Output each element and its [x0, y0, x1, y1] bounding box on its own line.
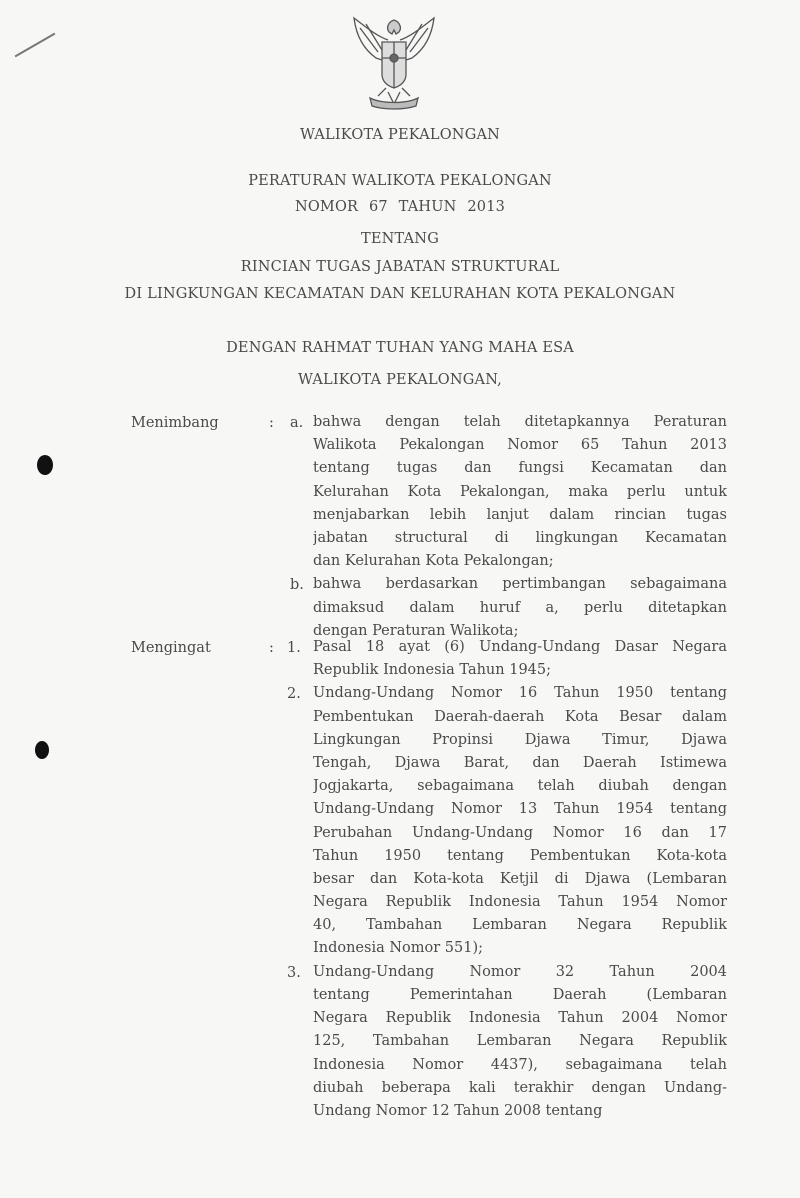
- menimbang-item: [313, 573, 727, 643]
- text-line: Republik Indonesia Tahun 1945;: [313, 662, 552, 679]
- text-line: bahwa berdasarkan pertimbangan sebagaimana: [313, 576, 727, 593]
- text-line: jabatan structural di lingkungan Kecamatan: [313, 529, 727, 546]
- subject-line-2: DI LINGKUNGAN KECAMATAN DAN KELURAHAN KOTA PEKALONGAN: [124, 286, 676, 302]
- text-line: Walikota Pekalongan Nomor 65 Tahun 2013: [313, 437, 727, 454]
- text-line: Pembentukan Daerah-daerah Kota Besar dalam: [313, 708, 727, 725]
- menimbang-colon: :: [269, 415, 274, 431]
- text-line: Lingkungan Propinsi Djawa Timur, Djawa: [313, 731, 727, 748]
- text-line: diubah beberapa kali terakhir dengan Undang-: [313, 1079, 727, 1096]
- text-line: Indonesia Nomor 4437), sebagaimana telah: [313, 1056, 727, 1073]
- text-line: Negara Republik Indonesia Tahun 2004 Nomor: [313, 1010, 727, 1027]
- menimbang-item-marker: a.: [290, 415, 304, 431]
- text-line: dimaksud dalam huruf a, perlu ditetapkan: [313, 599, 727, 616]
- mengingat-colon: :: [269, 640, 274, 656]
- regulation-number: NOMOR 67 TAHUN 2013: [294, 199, 506, 215]
- text-line: Negara Republik Indonesia Tahun 1954 Nomor: [313, 894, 727, 911]
- text-line: bahwa dengan telah ditetapkannya Peraturan: [313, 414, 727, 430]
- menimbang-item: [313, 411, 727, 573]
- text-line: 125, Tambahan Lembaran Negara Republik: [313, 1033, 727, 1050]
- text-line: Kelurahan Kota Pekalongan, maka perlu untuk: [313, 483, 727, 500]
- text-line: besar dan Kota-kota Ketjil di Djawa (Lembaran: [313, 870, 727, 887]
- text-line: Tengah, Djawa Barat, dan Daerah Istimewa: [313, 754, 727, 771]
- mengingat-item-marker: 3.: [287, 964, 301, 981]
- text-line: Pasal 18 ayat (6) Undang-Undang Dasar Negara: [313, 639, 727, 655]
- authority: WALIKOTA PEKALONGAN,: [298, 372, 502, 388]
- regulation-title: PERATURAN WALIKOTA PEKALONGAN: [248, 173, 552, 189]
- blessing: DENGAN RAHMAT TUHAN YANG MAHA ESA: [226, 340, 574, 356]
- menimbang-item-marker: b.: [290, 577, 304, 594]
- mengingat-item: [313, 682, 727, 960]
- mengingat-item: [313, 636, 727, 682]
- office-title: WALIKOTA PEKALONGAN: [299, 127, 501, 143]
- text-line: Undang-Undang Nomor 32 Tahun 2004: [313, 963, 727, 980]
- text-line: tentang tugas dan fungsi Kecamatan dan: [313, 460, 727, 477]
- text-line: Indonesia Nomor 551);: [313, 940, 483, 957]
- text-line: 40, Tambahan Lembaran Negara Republik: [313, 917, 727, 934]
- subject-line-1: RINCIAN TUGAS JABATAN STRUKTURAL: [240, 259, 560, 275]
- mengingat-item-marker: 2.: [287, 686, 301, 703]
- text-line: Tahun 1950 tentang Pembentukan Kota-kota: [313, 847, 727, 864]
- text-line: tentang Pemerintahan Daerah (Lembaran: [313, 986, 727, 1003]
- pen-mark: [15, 33, 56, 58]
- binder-hole: [37, 455, 53, 475]
- binder-hole: [35, 741, 49, 759]
- about-label: TENTANG: [361, 231, 439, 247]
- mengingat-item-marker: 1.: [287, 640, 301, 656]
- mengingat-label: Mengingat: [131, 640, 211, 656]
- text-line: dengan Peraturan Walikota;: [313, 622, 519, 639]
- text-line: Undang-Undang Nomor 16 Tahun 1950 tentang: [313, 685, 727, 702]
- menimbang-label: Menimbang: [131, 415, 219, 431]
- mengingat-item: [313, 961, 727, 1123]
- text-line: Undang Nomor 12 Tahun 2008 tentang: [313, 1102, 603, 1119]
- text-line: Perubahan Undang-Undang Nomor 16 dan 17: [313, 824, 727, 841]
- text-line: dan Kelurahan Kota Pekalongan;: [313, 553, 554, 570]
- garuda-emblem: [348, 14, 440, 112]
- text-line: Undang-Undang Nomor 13 Tahun 1954 tentang: [313, 801, 727, 818]
- text-line: Jogjakarta, sebagaimana telah diubah dengan: [313, 778, 727, 795]
- text-line: menjabarkan lebih lanjut dalam rincian tugas: [313, 506, 727, 523]
